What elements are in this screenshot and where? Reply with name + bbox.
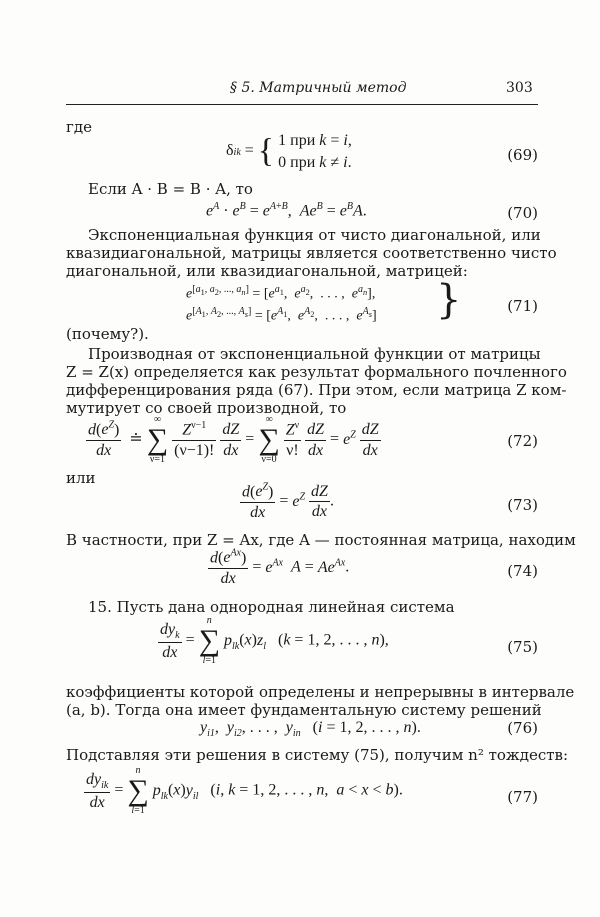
text-line-12: В частности, при Z = Ax, где A — постоянная матрица, находим: [66, 531, 576, 549]
page-number: 303: [506, 80, 533, 96]
text-line-10: мутирует со своей производной, то: [66, 399, 347, 417]
eqno-74: (74): [507, 562, 538, 580]
equation-76: $y_{i1}$, $y_{i2}$, . . . , $y_{in}$ (i = 1, 2, . . . , n).: [200, 719, 421, 740]
eqno-76: (76): [507, 719, 538, 737]
text-line-3: Экспоненциальная функция от чисто диагональной, или: [88, 226, 541, 244]
text-line-8: Z = Z(x) определяется как результат формального почленного: [66, 363, 567, 381]
eqno-70: (70): [507, 204, 538, 222]
text-line-4: квазидиагональной, матрицы является соответственно чисто: [66, 244, 557, 262]
eqno-75: (75): [507, 638, 538, 656]
text-line-16: Подставляя эти решения в систему (75), получим n² тождеств:: [66, 746, 569, 764]
text-line-2: Если A · B = B · A, то: [88, 180, 253, 198]
equation-69: δik = { 1 при k = i, 0 при k ≠ i.: [226, 132, 352, 171]
text-line-7: Производная от экспоненциальной функции от матрицы: [88, 345, 541, 363]
text-line-1: где: [66, 118, 92, 136]
text-line-6: (почему?).: [66, 325, 149, 343]
text-line-9: дифференцирования ряда (67). При этом, если матрица Z ком-: [66, 381, 567, 399]
eqno-72: (72): [507, 432, 538, 450]
text-line-11: или: [66, 469, 96, 487]
header-rule: [66, 104, 538, 105]
eqno-71: (71): [507, 297, 538, 315]
equation-71: [186, 283, 377, 327]
text-line-13: 15. Пусть дана однородная линейная система: [88, 598, 455, 616]
equation-71b: $e[A1, A2, ..., As] = [e^{A_1}$, $e^{A_2}$, . . . , $e^{A_s}$]: [186, 305, 377, 324]
equation-75: $\frac{dy_k}{dx}$ = n ∑ l=1 $p_{lk}(x)z_l$ (k = 1, 2, . . . , n),: [160, 615, 389, 666]
eqno-73: (73): [507, 496, 538, 514]
equation-72: $\frac{d(e^Z)}{dx}$ ≐ ∞ ∑ ν=1 $\frac{Z^{\nu-1}}{(\nu-1)!}$ $\frac{dZ}{dx}$ = ∞ ∑ ν=0 $\frac{Z^\nu}{\nu!}$ $\frac{dZ}{dx}$ = $e^Z$ $\frac{dZ}{dx}$: [88, 414, 379, 465]
running-header-title: § 5. Матричный метод: [230, 80, 407, 96]
equation-70: $e^A \cdot e^B = e^{A+B}$, $Ae^B = e^BA$.: [206, 201, 367, 220]
eqno-77: (77): [507, 788, 538, 806]
eqno-69: (69): [507, 146, 538, 164]
equation-74: $\frac{d(e^{Ax})}{dx}$ = $e^{Ax}$ $A = Ae^{Ax}$.: [210, 548, 350, 587]
text-line-15: (a, b). Тогда она имеет фундаментальную систему решений: [66, 701, 542, 719]
text-line-5: диагональной, или квазидиагональной, матрицей:: [66, 262, 468, 280]
equation-71a: $e[a1, a2, ..., an] = [e^{a_1}$, $e^{a_2}$, . . . , $e^{a_n}$],: [186, 284, 376, 302]
equation-77: $\frac{dy_{ik}}{dx}$ = n ∑ l=1 $p_{lk}(x)y_{il}$ (i, k = 1, 2, . . . , n, a < x < b).: [86, 765, 403, 816]
equation-73: $\frac{d(e^Z)}{dx}$ = $e^Z$ $\frac{dZ}{dx}$ .: [242, 482, 334, 521]
right-brace: }: [436, 277, 462, 323]
text-line-14: коэффициенты которой определены и непрерывны в интервале: [66, 683, 575, 701]
